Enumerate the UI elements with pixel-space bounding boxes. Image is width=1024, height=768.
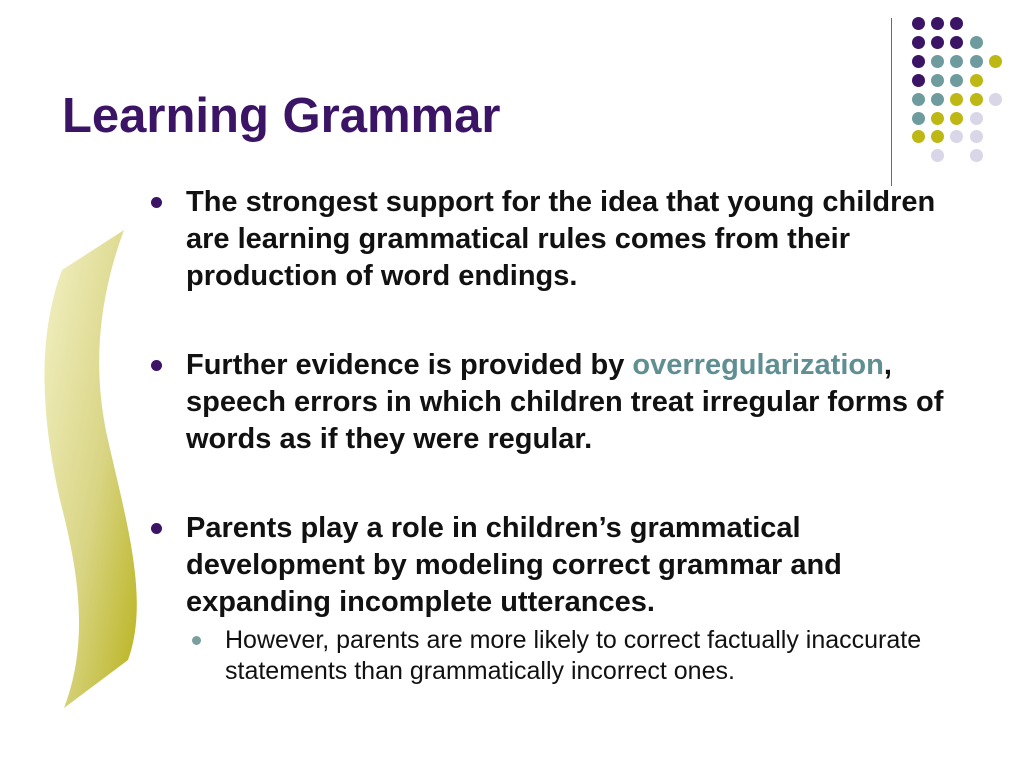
sub-bullet-item [140,625,980,687]
decorative-dot [931,17,944,30]
highlighted-term: overregularization [632,349,884,381]
bullet-item [140,347,980,458]
decorative-dot [912,55,925,68]
decorative-dot [950,93,963,106]
decorative-dot [931,93,944,106]
decorative-dot [950,36,963,49]
slide-title: Learning Grammar [62,89,501,143]
decorative-dot [912,74,925,87]
decorative-dot [931,74,944,87]
decorative-dot [950,130,963,143]
bullet-marker-icon [151,197,162,208]
decorative-dot [912,36,925,49]
decorative-dot [970,36,983,49]
bullet-text: The strongest support for the idea that young children are learning grammatical rules comes from their production of word endings. [186,186,936,292]
bullet-item [140,510,980,621]
decorative-dot [970,149,983,162]
decorative-dot [970,130,983,143]
decorative-dot [950,74,963,87]
decorative-dot [950,17,963,30]
decorative-dot [950,55,963,68]
slide-body [140,184,980,687]
decorative-dot [989,93,1002,106]
bullet-item [140,184,980,295]
bullet-text-post: , speech errors in which children treat irregular forms of words as if they were regular. [186,349,944,455]
bullet-text: Parents play a role in children’s grammatical development by modeling correct grammar and expanding incomplete utterances. [186,512,842,618]
bullet-marker-icon [151,523,162,534]
decorative-dot [950,112,963,125]
decorative-dot [912,130,925,143]
decorative-dot [931,36,944,49]
decorative-dot [931,149,944,162]
decorative-dot [931,55,944,68]
sub-bullet-text: However, parents are more likely to correct factually inaccurate statements than grammatically incorrect ones. [225,626,922,685]
decorative-dot [931,112,944,125]
decorative-dot [970,74,983,87]
decorative-dot [989,55,1002,68]
decorative-dot [912,112,925,125]
decorative-dot [931,130,944,143]
decorative-dot [912,17,925,30]
sub-bullet-marker-icon [192,636,201,645]
bullet-text-pre: Further evidence is provided by [186,349,633,381]
bullet-marker-icon [151,360,162,371]
decorative-dot [970,55,983,68]
decorative-dot [970,112,983,125]
decorative-dot [912,93,925,106]
decorative-dot [970,93,983,106]
